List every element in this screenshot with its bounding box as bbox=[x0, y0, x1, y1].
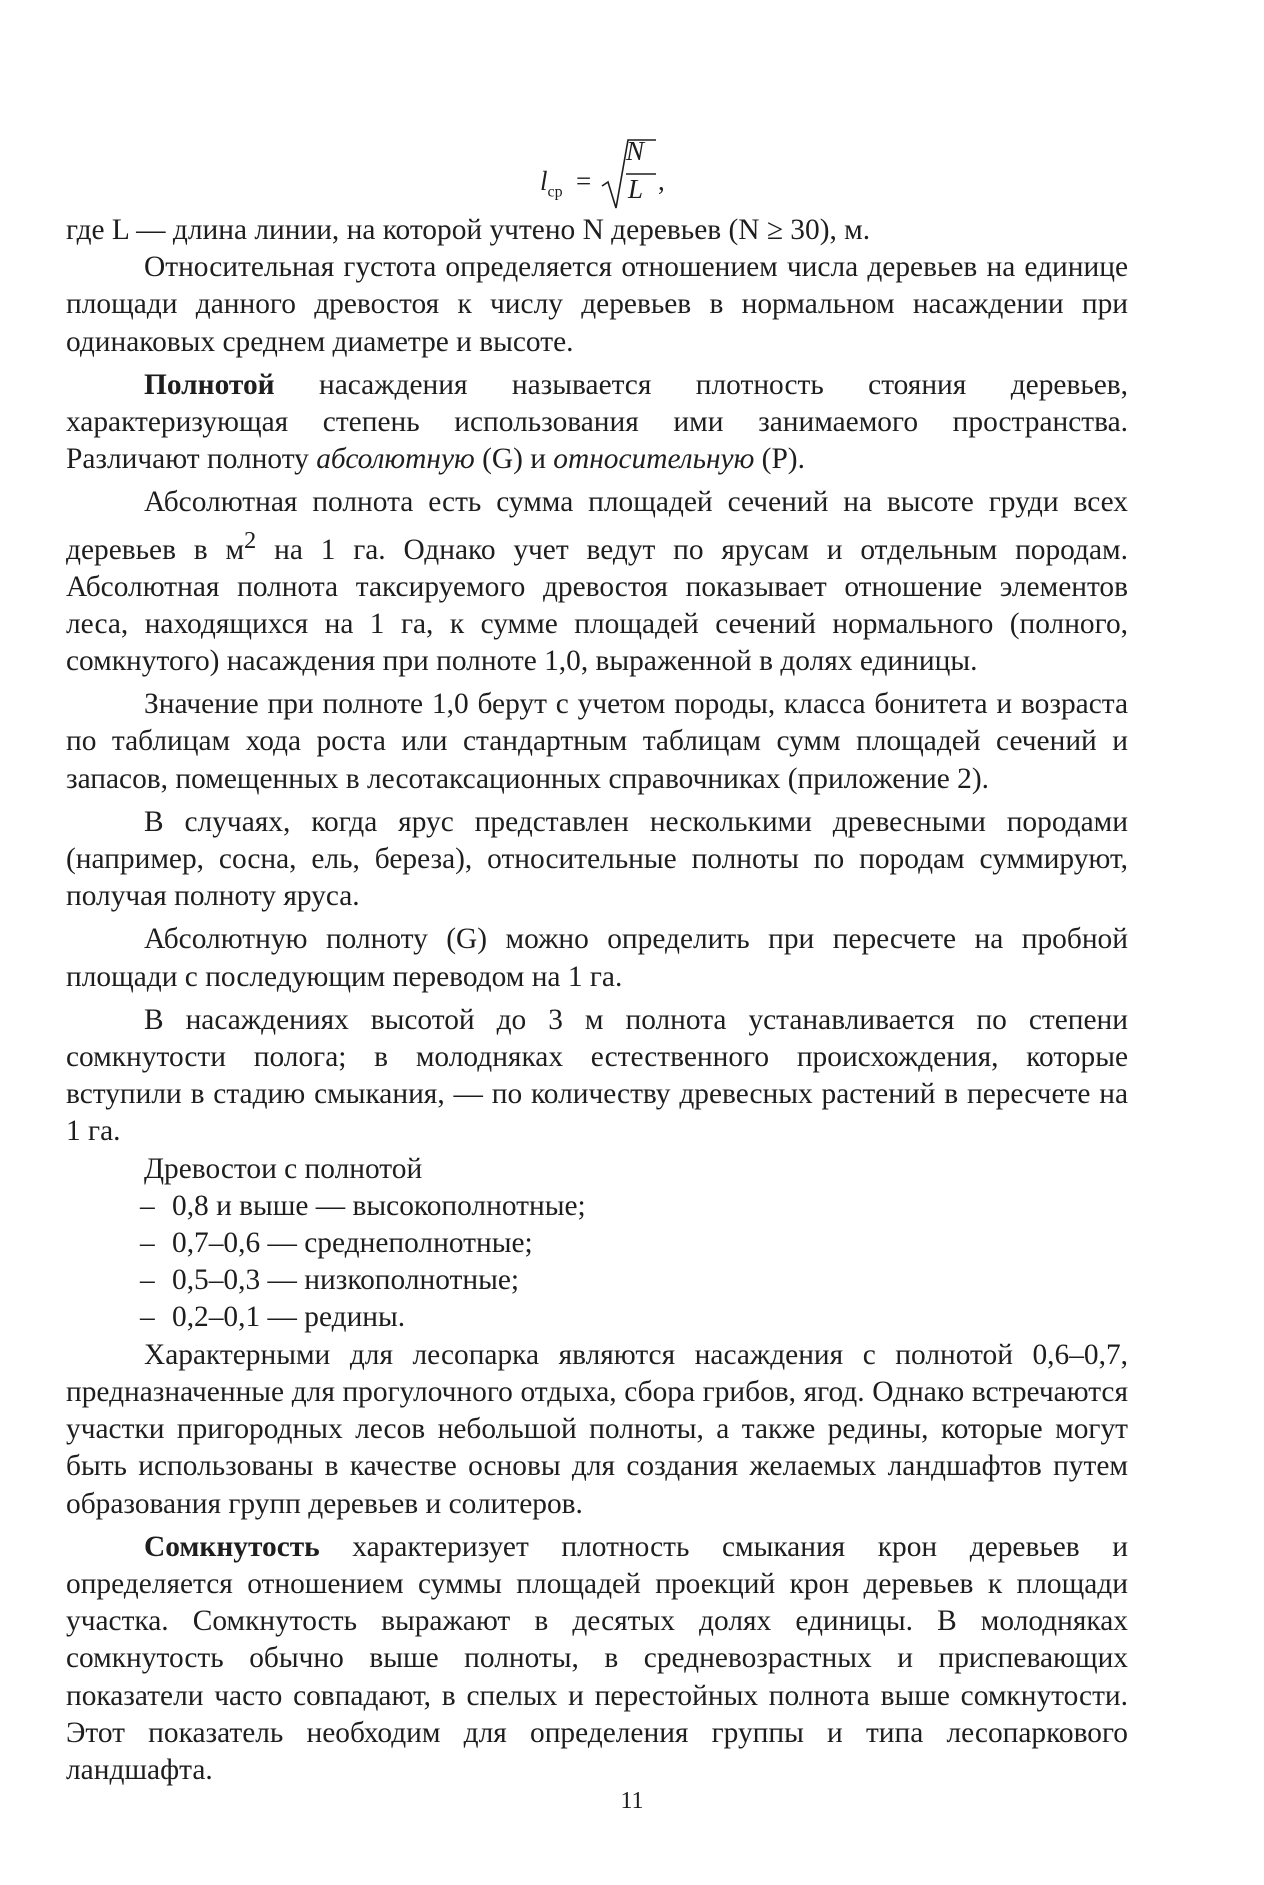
list-item: – 0,7–0,6 — среднеполнотные; bbox=[140, 1227, 533, 1260]
paragraph-fullness: Полнотой насаждения называется плотность стояния деревьев, характеризующая степень использования ими занимаемого пространства. Различают полноту абсолютную (G) и относительную (P). bbox=[66, 368, 1128, 476]
paragraph-canopy-closure: Сомкнутость характеризует плотность смыкания крон деревьев и определяется отношением суммы площадей проекций крон деревьев к площади участка. Сомкнутость выражают в десятых долях единицы. В молодняках сомкнутость обычно выше полноты, в средневозрастных и приспевающих показатели часто совпадают, в спелых и перестойных полнота выше сомкнутости. Этот показатель необходим для определения группы и типа лесопаркового ландшафта. bbox=[66, 1530, 1128, 1786]
paragraph-relative-density: Относительная густота определяется отношением числа деревьев на единице площади данного древостоя к числу деревьев в нормальном насаждении при одинаковых среднем диаметре и высоте. bbox=[66, 251, 1128, 358]
page-number: 11 bbox=[620, 1788, 644, 1814]
paragraph-forest-park: Характерными для лесопарка являются насаждения с полнотой 0,6–0,7, предназначенные для прогулочного отдыха, сбора грибов, ягод. Однако встречаются участки пригородных лесов небольшой полноты, а также редины, которые могут быть использованы в качестве основы для создания желаемых ландшафтов путем образования групп деревьев и солитеров. bbox=[66, 1338, 1128, 1520]
term-canopy-closure: Сомкнутость bbox=[144, 1530, 320, 1563]
formula-equals: = bbox=[576, 166, 592, 196]
formula-lhs: $l_{ср}$ bbox=[540, 166, 563, 201]
list-item: – 0,2–0,1 — редины. bbox=[140, 1301, 406, 1334]
formula-comma: , bbox=[658, 166, 665, 196]
list-item: – 0,5–0,3 — низкополнотные; bbox=[140, 1264, 520, 1297]
list-item: – 0,8 и выше — высокополнотные; bbox=[140, 1189, 586, 1222]
term-fullness: Полнотой bbox=[144, 368, 275, 401]
paragraph-stands-heading: Древостои с полнотой bbox=[144, 1152, 423, 1185]
paragraph-young-stands: В насаждениях высотой до 3 м полнота устанавливается по степени сомкнутости полога; в молодняках естественного происхождения, которые вступили в стадию смыкания, — по количеству древесных растений в пересчете на 1 га. bbox=[66, 1003, 1128, 1148]
fullness-classes-list bbox=[66, 1188, 1128, 1337]
paragraph-value-tables: Значение при полноте 1,0 берут с учетом породы, класса бонитета и возраста по таблицам хода роста или стандартным таблицам сумм площадей сечений и запасов, помещенных в лесотаксационных справочниках (приложение 2). bbox=[66, 688, 1128, 795]
paragraph-absolute-fullness: Абсолютная полнота есть сумма площадей сечений на высоте груди всех деревьев в $м^2$ на 1 га. Однако учет ведут по ярусам и отдельным породам. Абсолютная полнота таксируемого древостоя показывает отношение элементов леса, находящихся на 1 га, к сумме площадей сечений нормального (полного, сомкнутого) насаждения при полноте 1,0, выраженной в долях единицы. bbox=[66, 486, 1128, 678]
body-text bbox=[66, 212, 1128, 1789]
paragraph-trial-plot: Абсолютную полноту (G) можно определить при пересчете на пробной площади с последующим переводом на 1 га. bbox=[66, 923, 1128, 993]
paragraph-tier: В случаях, когда ярус представлен несколькими древесными породами (например, сосна, ель, береза), относительные полноты по породам суммируют, получая полноту яруса. bbox=[66, 805, 1128, 913]
formula-denominator: L bbox=[628, 174, 644, 204]
paragraph-definition-l: где L — длина линии, на которой учтено N деревьев (N ≥ 30), м. bbox=[66, 214, 871, 246]
density-formula bbox=[540, 136, 680, 212]
formula-numerator: N bbox=[626, 136, 645, 166]
